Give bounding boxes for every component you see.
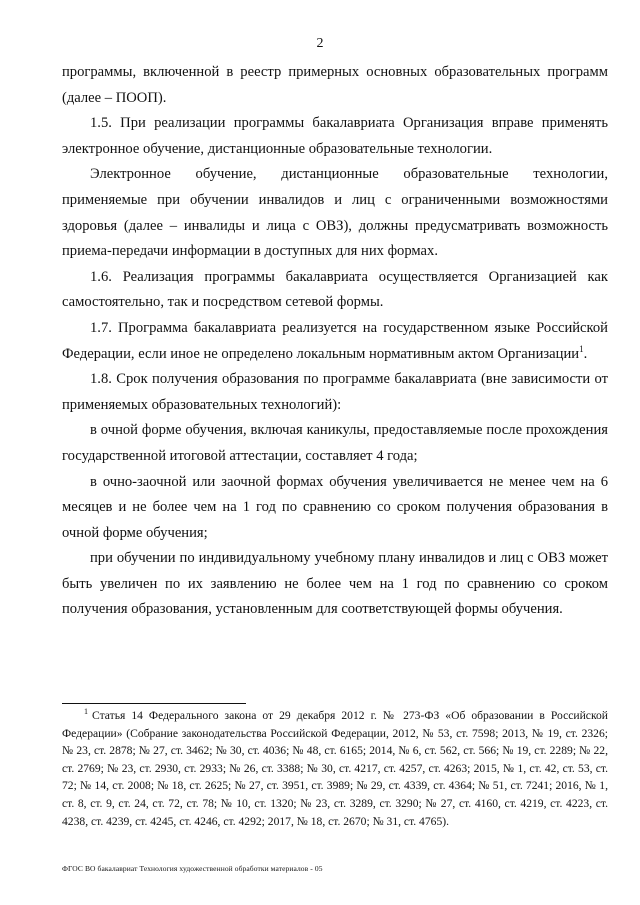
- paragraph-full-time: в очной форме обучения, включая каникулы, предоставляемые после прохождения государственной итоговой аттестации, составляет 4 года;: [62, 422, 608, 464]
- page-number: 2: [316, 36, 324, 51]
- footnote-reference[interactable]: 1: [579, 343, 584, 354]
- paragraph-part-time: в очно-заочной или заочной формах обучения увеличивается не менее чем на 6 месяцев и не более чем на 1 год по сравнению со сроком получения образования в очной форме обучения;: [62, 473, 608, 541]
- footnote-marker: 1: [84, 707, 88, 717]
- page-footer: ФГОС ВО бакалавриат Технология художественной обработки материалов - 05: [62, 864, 323, 873]
- footnote-divider: [62, 703, 246, 704]
- footnote-text: Статья 14 Федерального закона от 29 декабря 2012 г. № 273-ФЗ «Об образовании в Российской Федерации» (Собрание законодательства Российской Федерации, 2012, № 53, ст. 7598; 2013, № 19, ст. 2326; № 23, ст. 2878; № 27, ст. 3462; № 30, ст. 4036; № 48, ст. 6165; 2014, № 6, ст. 562, ст. 566; № 19, ст. 2289; № 22, ст. 2769; № 23, ст. 2930, ст. 2933; № 26, ст. 3388; № 30, ст. 4217, ст. 4257, ст. 4263; 2015, № 1, ст. 42, ст. 53, ст. 72; № 14, ст. 2008; № 18, ст. 2625; № 27, ст. 3951, ст. 3989; № 29, ст. 4339, ст. 4364; № 51, ст. 7241; 2016, № 1, ст. 8, ст. 9, ст. 24, ст. 72, ст. 78; № 10, ст. 1320; № 23, ст. 3289, ст. 3290; № 27, ст. 4160, ст. 4219, ст. 4223, ст. 4238, ст. 4239, ст. 4245, ст. 4246, ст. 4292; 2017, № 18, ст. 2670; № 31, ст. 4765).: [62, 709, 608, 828]
- footnote: [62, 707, 608, 830]
- paragraph-1-8: 1.8. Срок получения образования по программе бакалавриата (вне зависимости от применяемых образовательных технологий):: [62, 371, 608, 413]
- paragraph-1-7-text: 1.7. Программа бакалавриата реализуется на государственном языке Российской Федерации, если иное не определено локальным нормативным актом Организации: [62, 319, 608, 362]
- paragraph-1-6: 1.6. Реализация программы бакалавриата осуществляется Организацией как самостоятельно, так и посредством сетевой формы.: [62, 268, 608, 311]
- paragraph-1-7-end: .: [583, 345, 588, 362]
- paragraph-1-7: [62, 316, 608, 367]
- paragraph-individual-plan: при обучении по индивидуальному учебному плану инвалидов и лиц с ОВЗ может быть увеличен по их заявлению не более чем на 1 год по сравнению со сроком получения образования, установленным для соответствующей формы обучения.: [62, 550, 608, 618]
- body-text: [62, 60, 608, 623]
- paragraph-poop-continuation: программы, включенной в реестр примерных основных образовательных программ (далее – ПООП).: [62, 64, 608, 106]
- paragraph-1-5: 1.5. При реализации программы бакалавриата Организация вправе применять электронное обучение, дистанционные образовательные технологии.: [62, 115, 608, 157]
- paragraph-e-learning-ovz: Электронное обучение, дистанционные образовательные технологии, применяемые при обучении инвалидов и лиц с ограниченными возможностями здоровья (далее – инвалиды и лица с ОВЗ), должны предусматривать возможность приема-передачи информации в доступных для них формах.: [62, 166, 608, 260]
